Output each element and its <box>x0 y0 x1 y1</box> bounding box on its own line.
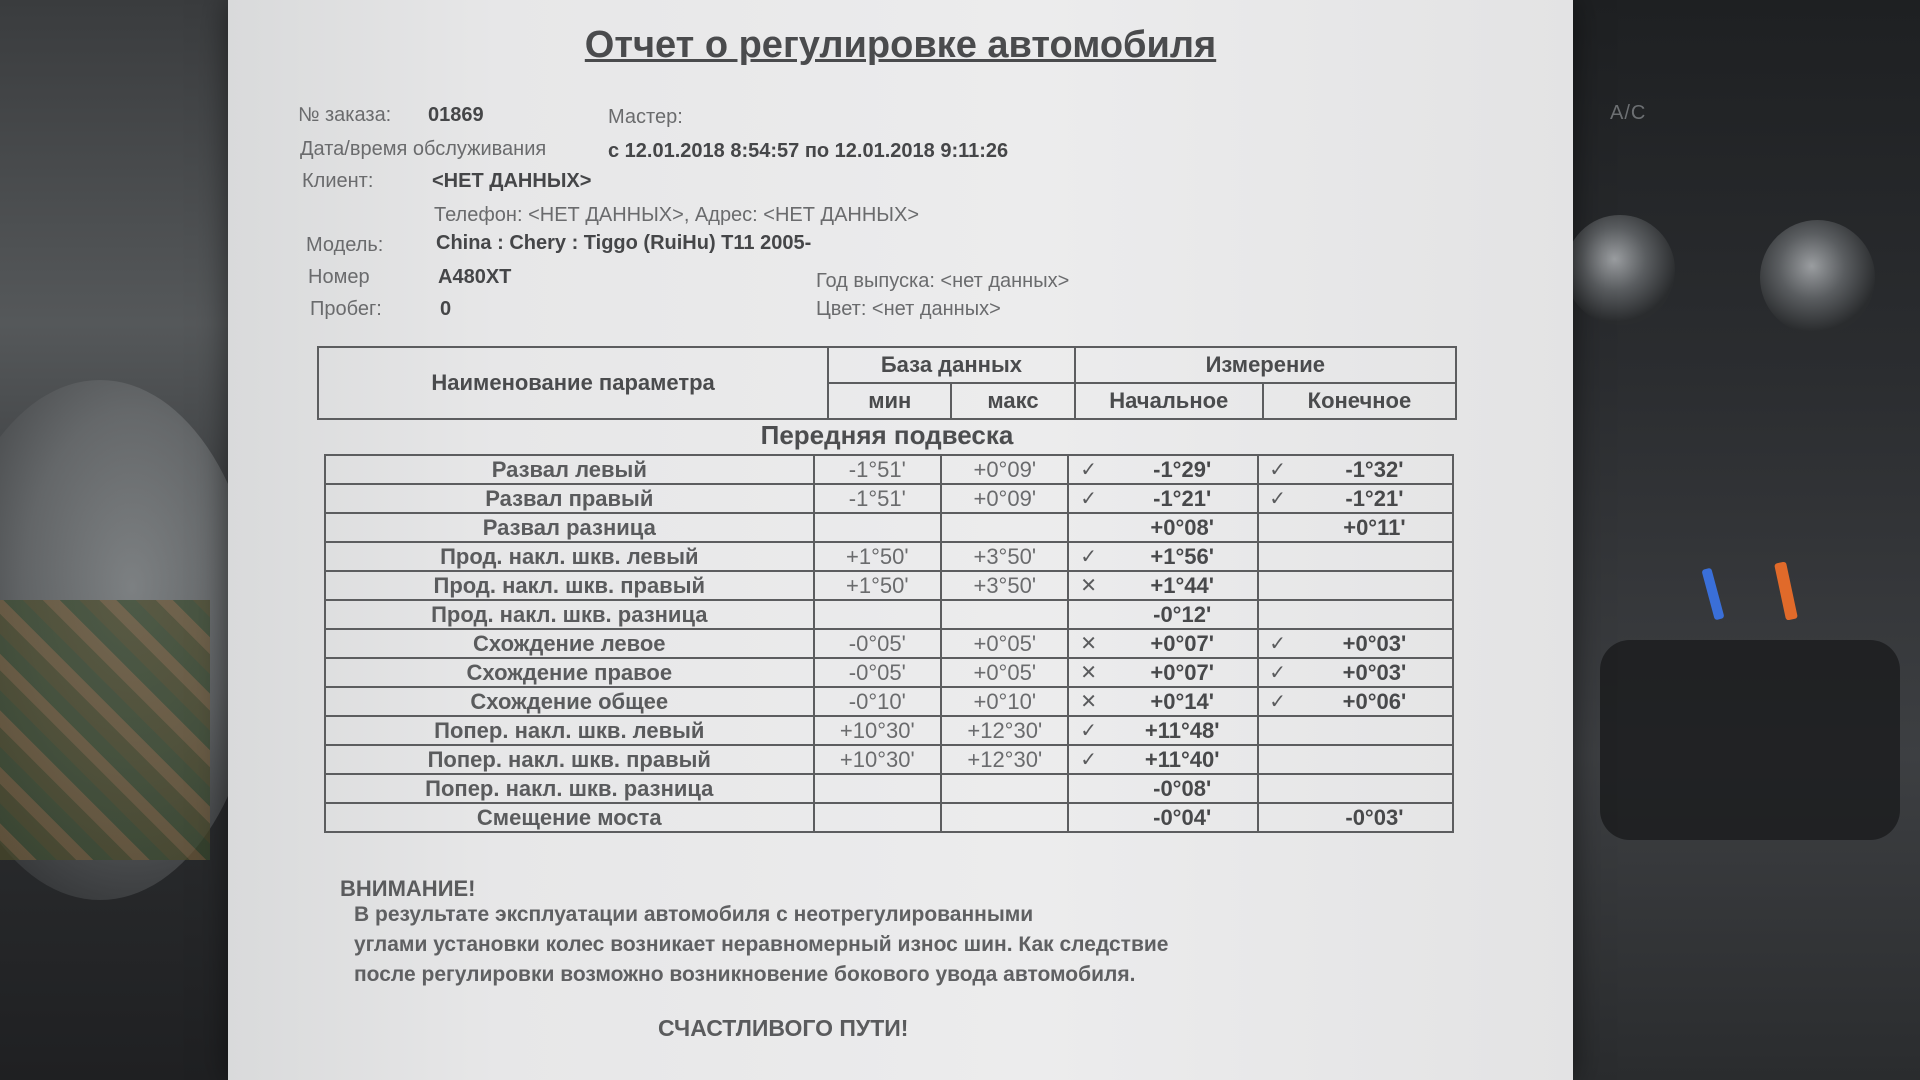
table-row <box>325 455 1453 484</box>
min-cell: +10°30' <box>814 716 941 745</box>
initial-value: -0°12' <box>1108 600 1258 629</box>
table-row <box>325 716 1453 745</box>
initial-value: -1°29' <box>1108 455 1258 484</box>
initial-value: +1°44' <box>1108 571 1258 600</box>
param-cell: Прод. накл. шкв. левый <box>325 542 814 571</box>
final-value <box>1297 600 1453 629</box>
datetime-value: с 12.01.2018 8:54:57 по 12.01.2018 9:11:26 <box>608 140 1009 162</box>
model-label: Модель: <box>306 234 384 256</box>
initial-mark <box>1068 600 1107 629</box>
year-line: Год выпуска: <нет данных> <box>816 270 1070 292</box>
dashboard-knob-right <box>1760 220 1875 335</box>
header-initial: Начальное <box>1075 383 1263 419</box>
max-cell: +3°50' <box>941 542 1068 571</box>
param-cell: Развал левый <box>325 455 814 484</box>
warning-line: углами установки колес возникает неравномерный износ шин. Как следствие <box>354 933 1169 956</box>
order-label: № заказа: <box>298 104 392 126</box>
header-param: Наименование параметра <box>318 347 828 419</box>
table-row <box>325 745 1453 774</box>
min-cell: -0°05' <box>814 629 941 658</box>
table-row <box>325 571 1453 600</box>
initial-mark: ✓ <box>1068 484 1107 513</box>
final-mark <box>1258 513 1297 542</box>
final-value: -1°21' <box>1297 484 1453 513</box>
initial-mark: ✓ <box>1068 455 1107 484</box>
final-mark <box>1258 745 1297 774</box>
param-cell: Развал разница <box>325 513 814 542</box>
initial-value: +0°07' <box>1108 629 1258 658</box>
color-line: Цвет: <нет данных> <box>816 298 1001 320</box>
max-cell: +0°10' <box>941 687 1068 716</box>
param-cell: Развал правый <box>325 484 814 513</box>
client-value: <НЕТ ДАННЫХ> <box>432 170 592 192</box>
number-value: A480XT <box>438 266 512 288</box>
final-value: +0°06' <box>1297 687 1453 716</box>
header-final: Конечное <box>1263 383 1456 419</box>
final-value: +0°11' <box>1297 513 1453 542</box>
min-cell <box>814 774 941 803</box>
param-cell: Прод. накл. шкв. разница <box>325 600 814 629</box>
final-value: -1°32' <box>1297 455 1453 484</box>
initial-value: +0°08' <box>1108 513 1258 542</box>
initial-value: +11°48' <box>1108 716 1258 745</box>
final-mark <box>1258 542 1297 571</box>
final-mark <box>1258 600 1297 629</box>
table-row <box>325 600 1453 629</box>
max-cell: +0°09' <box>941 484 1068 513</box>
min-cell: +10°30' <box>814 745 941 774</box>
table-row <box>325 803 1453 832</box>
max-cell: +0°05' <box>941 658 1068 687</box>
warning-line: В результате эксплуатации автомобиля с неотрегулированными <box>354 903 1034 926</box>
min-cell <box>814 600 941 629</box>
initial-value: +0°14' <box>1108 687 1258 716</box>
warning-line: после регулировки возможно возникновение бокового увода автомобиля. <box>354 963 1136 986</box>
number-label: Номер <box>308 266 370 288</box>
initial-mark: ✓ <box>1068 745 1107 774</box>
max-cell: +12°30' <box>941 716 1068 745</box>
header-max: макс <box>951 383 1074 419</box>
initial-mark: ✓ <box>1068 716 1107 745</box>
initial-value: +0°07' <box>1108 658 1258 687</box>
initial-value: +1°56' <box>1108 542 1258 571</box>
param-cell: Схождение левое <box>325 629 814 658</box>
max-cell: +12°30' <box>941 745 1068 774</box>
dashboard-knob-left <box>1565 215 1675 325</box>
min-cell: -1°51' <box>814 484 941 513</box>
param-cell: Смещение моста <box>325 803 814 832</box>
warning-text <box>354 900 1354 990</box>
initial-mark: ✓ <box>1068 542 1107 571</box>
table-row <box>325 687 1453 716</box>
final-mark: ✓ <box>1258 629 1297 658</box>
master-label: Мастер: <box>608 106 683 128</box>
final-mark <box>1258 716 1297 745</box>
final-mark: ✓ <box>1258 658 1297 687</box>
initial-value: -0°04' <box>1108 803 1258 832</box>
initial-mark <box>1068 513 1107 542</box>
min-cell <box>814 803 941 832</box>
max-cell <box>941 513 1068 542</box>
min-cell: +1°50' <box>814 571 941 600</box>
param-cell: Прод. накл. шкв. правый <box>325 571 814 600</box>
final-mark: ✓ <box>1258 687 1297 716</box>
table-row <box>325 629 1453 658</box>
param-cell: Попер. накл. шкв. разница <box>325 774 814 803</box>
table-row <box>325 513 1453 542</box>
max-cell: +0°09' <box>941 455 1068 484</box>
final-mark <box>1258 571 1297 600</box>
final-mark <box>1258 803 1297 832</box>
initial-mark <box>1068 803 1107 832</box>
initial-value: +11°40' <box>1108 745 1258 774</box>
final-value: +0°03' <box>1297 629 1453 658</box>
seat-pattern <box>0 600 210 860</box>
min-cell: -1°51' <box>814 455 941 484</box>
min-cell: -0°10' <box>814 687 941 716</box>
contact-line: Телефон: <НЕТ ДАННЫХ>, Адрес: <НЕТ ДАННЫХ> <box>434 204 920 226</box>
initial-value: -1°21' <box>1108 484 1258 513</box>
header-measurement: Измерение <box>1075 347 1456 383</box>
section-title: Передняя подвеска <box>760 420 1014 450</box>
table-row <box>325 484 1453 513</box>
warning-heading: ВНИМАНИЕ! <box>340 876 476 901</box>
param-cell: Попер. накл. шкв. правый <box>325 745 814 774</box>
param-cell: Схождение общее <box>325 687 814 716</box>
final-value <box>1297 542 1453 571</box>
initial-mark: ✕ <box>1068 687 1107 716</box>
max-cell <box>941 600 1068 629</box>
param-cell: Схождение правое <box>325 658 814 687</box>
report-title: Отчет о регулировке автомобиля <box>584 24 1217 66</box>
param-cell: Попер. накл. шкв. левый <box>325 716 814 745</box>
report-sheet <box>228 0 1573 1080</box>
final-value: +0°03' <box>1297 658 1453 687</box>
console-panel <box>1600 640 1900 840</box>
max-cell: +3°50' <box>941 571 1068 600</box>
max-cell <box>941 774 1068 803</box>
farewell-text: СЧАСТЛИВОГО ПУТИ! <box>658 1015 909 1041</box>
min-cell <box>814 513 941 542</box>
final-value: -0°03' <box>1297 803 1453 832</box>
table-row <box>325 658 1453 687</box>
mileage-value: 0 <box>440 298 452 320</box>
final-mark: ✓ <box>1258 455 1297 484</box>
measurements-table <box>324 454 1454 833</box>
min-cell: -0°05' <box>814 658 941 687</box>
final-value <box>1297 716 1453 745</box>
ac-label: A/C <box>1610 102 1647 124</box>
final-mark: ✓ <box>1258 484 1297 513</box>
initial-mark: ✕ <box>1068 629 1107 658</box>
datetime-label: Дата/время обслуживания <box>300 138 547 160</box>
initial-value: -0°08' <box>1108 774 1258 803</box>
final-value <box>1297 745 1453 774</box>
order-value: 01869 <box>428 104 484 126</box>
header-database: База данных <box>828 347 1074 383</box>
table-row <box>325 774 1453 803</box>
header-min: мин <box>828 383 951 419</box>
model-value: China : Chery : Tiggo (RuiHu) T11 2005- <box>436 232 812 254</box>
final-value <box>1297 774 1453 803</box>
max-cell: +0°05' <box>941 629 1068 658</box>
table-header <box>317 346 1457 420</box>
min-cell: +1°50' <box>814 542 941 571</box>
client-label: Клиент: <box>302 170 374 192</box>
final-mark <box>1258 774 1297 803</box>
mileage-label: Пробег: <box>310 298 382 320</box>
background-right <box>1560 0 1920 1080</box>
initial-mark <box>1068 774 1107 803</box>
table-row <box>325 542 1453 571</box>
initial-mark: ✕ <box>1068 658 1107 687</box>
max-cell <box>941 803 1068 832</box>
initial-mark: ✕ <box>1068 571 1107 600</box>
final-value <box>1297 571 1453 600</box>
